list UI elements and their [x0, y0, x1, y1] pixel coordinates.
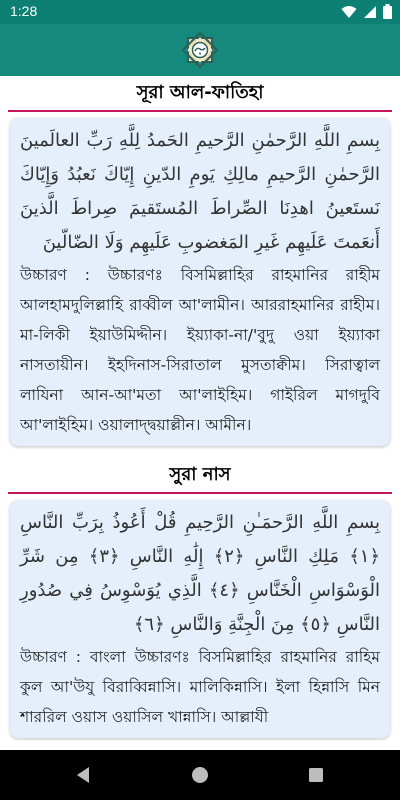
recents-icon[interactable]	[304, 763, 328, 787]
app-bar	[0, 24, 400, 76]
surah-list[interactable]	[0, 76, 400, 750]
quran-emblem-icon	[180, 30, 220, 70]
status-icons	[341, 4, 392, 19]
signal-icon	[363, 5, 377, 19]
surah-card	[10, 500, 390, 738]
system-nav-bar	[0, 750, 400, 800]
arabic-text: بِسمِ اللَّهِ الرَّحمَـٰنِ الرَّحِيمِ قُلْ أَعُوذُ بِرَبِّ النَّاسِ ﴿١﴾ مَلِكِ النَّاسِ ﴿٢﴾ إِلَٰهِ النَّاسِ ﴿٣﴾ مِن شَرِّ الْوَسْوَاسِ الْخَنَّاسِ ﴿٤﴾ الَّذِي يُوَسْوِسُ فِي صُدُورِ النَّاسِ ﴿٥﴾ مِنَ الْجِنَّةِ وَالنَّاسِ ﴿٦﴾	[20, 512, 381, 635]
surah-section-nas	[0, 458, 400, 738]
back-icon[interactable]	[72, 763, 96, 787]
section-divider	[8, 110, 392, 112]
section-divider	[8, 492, 392, 494]
wifi-icon	[341, 5, 357, 19]
battery-icon	[383, 4, 392, 19]
surah-section-fatiha	[0, 76, 400, 446]
pronunciation-text: উচ্চারণ : বাংলা উচ্চারণঃ বিসমিল্লাহির রাহমানির রাহিম কুল আ'উযু বিরাব্বিন্নাসি। মালিকিন্নাসি। ইলা হিন্নাসি মিন শাররিল ওয়াস ওয়াসিল খান্নাসি। আল্লাযী	[20, 648, 380, 726]
surah-card	[10, 118, 390, 446]
status-bar	[0, 0, 400, 24]
arabic-text: بِسمِ اللَّهِ الرَّحمٰنِ الرَّحيمِ الحَمدُ لِلَّهِ رَبِّ العالَمينَ الرَّحمٰنِ الرَّحيمِ مالِكِ يَومِ الدّينِ إِيّاكَ نَعبُدُ وَإِيّاكَ نَستَعينُ اهدِنَا الصِّراطَ المُستَقيمَ صِراطَ الَّذينَ أَنعَمتَ عَلَيهِم غَيرِ المَغضوبِ عَلَيهِم وَلَا الضّالّينَ	[20, 130, 380, 253]
pronunciation-text: উচ্চারণ : উচ্চারণঃ বিসমিল্লাহির রাহমানির রাহীম আলহামদুলিল্লাহি রাব্বীল আ'লামীন। আররাহমানির রাহীম। মা-লিকী ইয়াউমিদ্দীন। ইয়্যাকা-না/'বুদু ওয়া ইয়্যাকা নাসতায়ীন। ইহদিনাস-সিরাতাল মুসতাক্বীম। সিরাত্বাল লাযিনা আন-আ'মতা আ'লাইহিম। গাইরিল মাগদুবি আ'লাইহিম। ওয়ালাদ্দ্বয়াল্লীন। আমীন।	[20, 266, 380, 434]
home-icon[interactable]	[188, 763, 212, 787]
section-title: সুরা নাস	[169, 464, 231, 485]
status-time: 1:28	[10, 3, 38, 19]
section-title: সূরা আল-ফাতিহা	[136, 82, 264, 103]
